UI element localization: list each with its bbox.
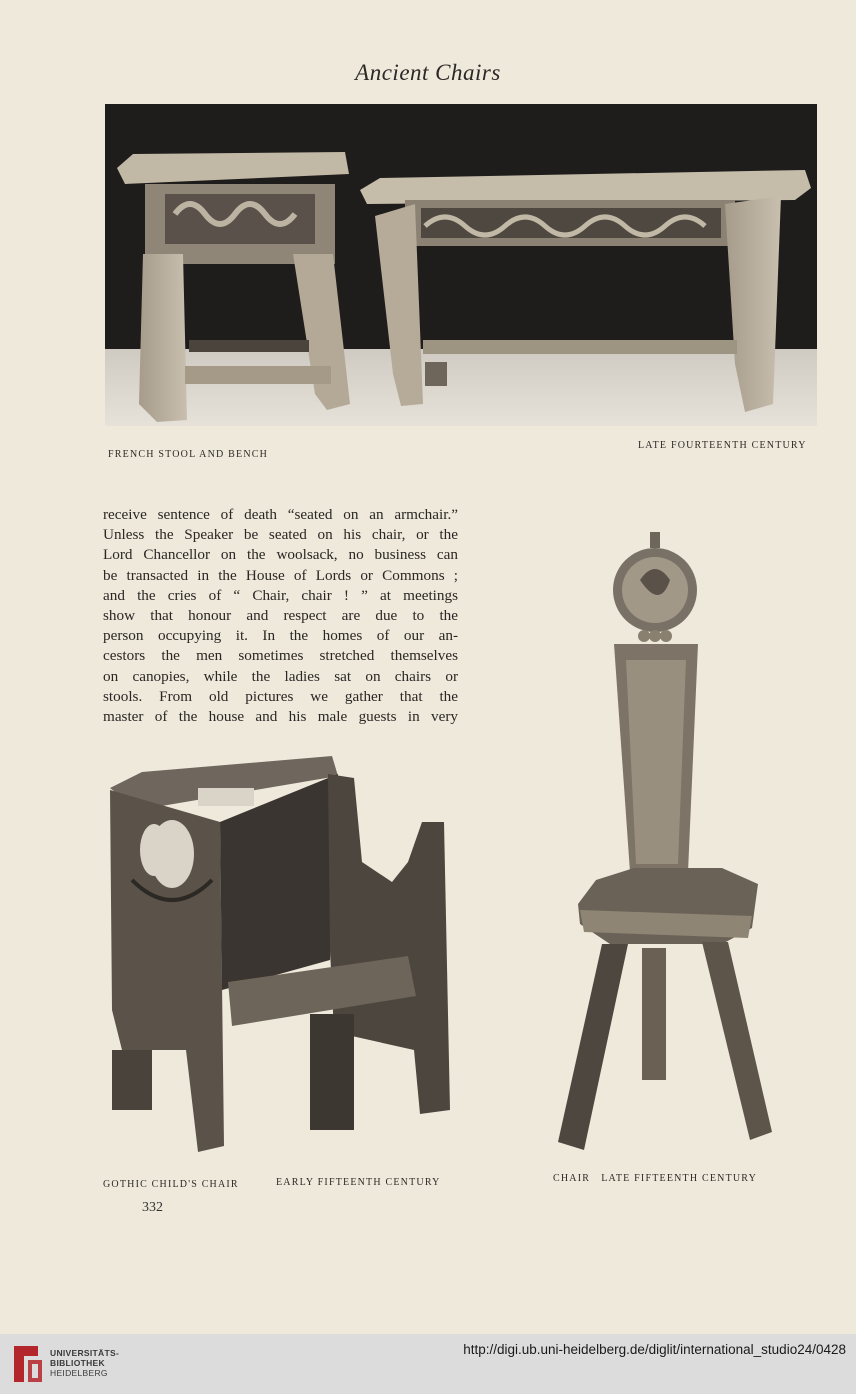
running-head: Ancient Chairs: [355, 60, 501, 85]
body-text: [103, 505, 458, 727]
body-line: person occupying it. In the homes of our an-: [103, 627, 458, 645]
body-line: and the cries of “ Chair, chair ! ” at meetings: [103, 586, 458, 604]
photo-spindle-chair: [552, 528, 776, 1154]
library-name-line: BIBLIOTHEK: [50, 1358, 105, 1368]
body-line: cestors the men sometimes stretched themselves: [103, 647, 458, 665]
caption-top-left: FRENCH STOOL AND BENCH: [108, 449, 269, 460]
caption-bottom-left: GOTHIC CHILD'S CHAIR: [103, 1179, 239, 1190]
caption-bottom-right: CHAIR LATE FIFTEENTH CENTURY: [553, 1173, 758, 1184]
source-url-link[interactable]: http://digi.ub.uni-heidelberg.de/diglit/international_studio24/0428: [463, 1342, 846, 1357]
library-logo-icon: [8, 1342, 46, 1386]
body-line: on canopies, while the ladies sat on chairs or: [103, 667, 458, 685]
body-line: stools. From old pictures we gather that the: [103, 687, 458, 705]
library-name-line: UNIVERSITÄTS-: [50, 1348, 120, 1358]
body-line: master of the house and his male guests in very: [103, 708, 458, 726]
library-name: [50, 1348, 119, 1378]
page-number: 332: [142, 1200, 163, 1215]
caption-bottom-left-date: EARLY FIFTEENTH CENTURY: [276, 1177, 441, 1188]
body-line: show that honour and respect are due to the: [103, 607, 458, 625]
photo-stool-and-bench: [105, 104, 817, 426]
photo-gothic-childs-chair: [102, 750, 454, 1160]
caption-top-right: LATE FOURTEENTH CENTURY: [638, 440, 807, 451]
body-line: Lord Chancellor on the woolsack, no business can: [103, 546, 458, 564]
body-line: receive sentence of death “seated on an armchair.”: [103, 506, 458, 523]
body-line: Unless the Speaker be seated on his chair, or the: [103, 526, 458, 544]
footer-bar: [0, 1334, 856, 1394]
library-name-line: HEIDELBERG: [50, 1368, 108, 1378]
body-line: be transacted in the House of Lords or Commons ;: [103, 566, 458, 584]
